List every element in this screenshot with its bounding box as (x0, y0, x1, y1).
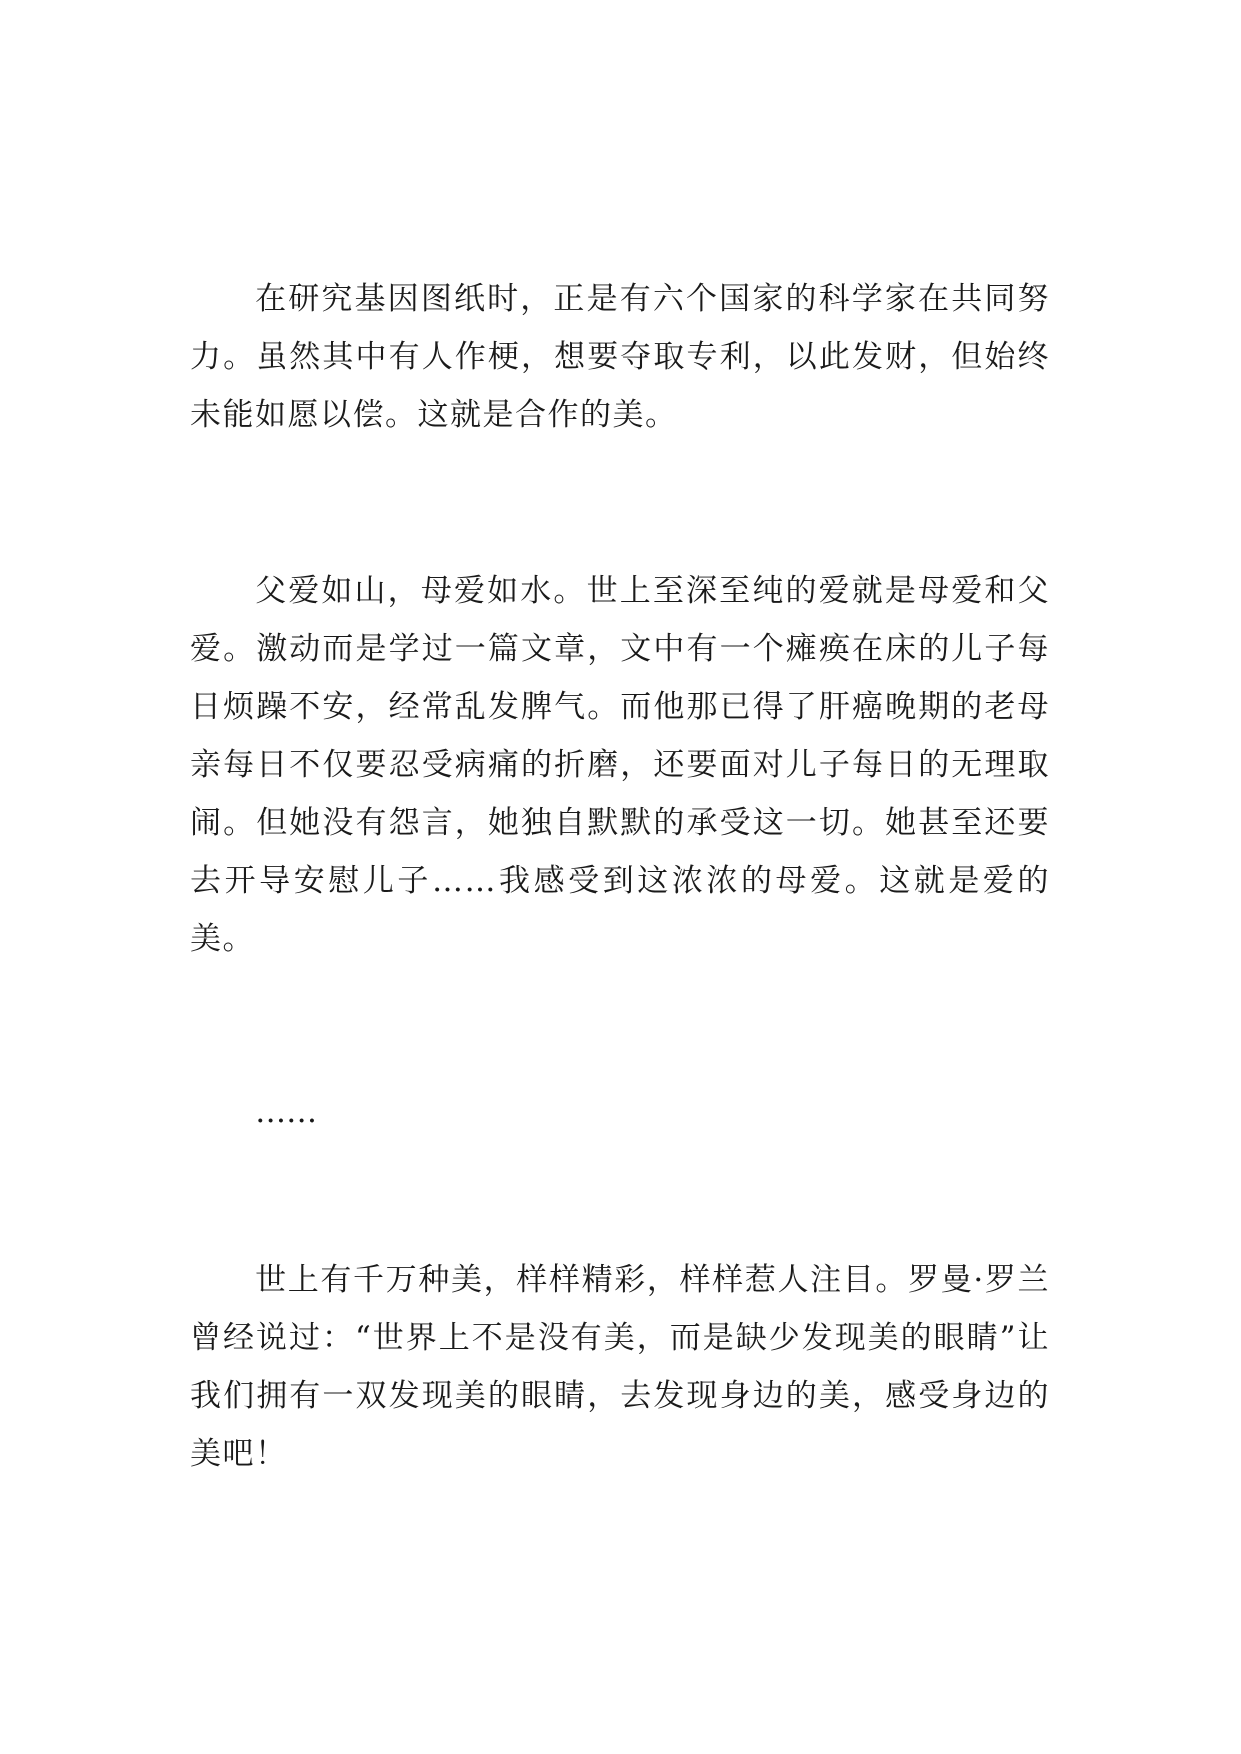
paragraph-love: 父爱如山，母爱如水。世上至深至纯的爱就是母爱和父爱。激动而是学过一篇文章，文中有一个瘫痪在床的儿子每日烦躁不安，经常乱发脾气。而他那已得了肝癌晚期的老母亲每日不仅要忍受病痛的折磨，还要面对儿子每日的无理取闹。但她没有怨言，她独自默默的承受这一切。她甚至还要去开导安慰儿子……我感受到这浓浓的母爱。这就是爱的美。 (190, 573, 1050, 957)
paragraph-conclusion: 世上有千万种美，样样精彩，样样惹人注目。罗曼·罗兰曾经说过：“世界上不是没有美，而是缺少发现美的眼睛”让我们拥有一双发现美的眼睛，去发现身边的美，感受身边的美吧！ (190, 1262, 1050, 1472)
paragraph-cooperation: 在研究基因图纸时，正是有六个国家的科学家在共同努力。虽然其中有人作梗，想要夺取专利，以此发财，但始终未能如愿以偿。这就是合作的美。 (190, 281, 1050, 433)
paragraph-ellipsis: …… (255, 1094, 318, 1130)
